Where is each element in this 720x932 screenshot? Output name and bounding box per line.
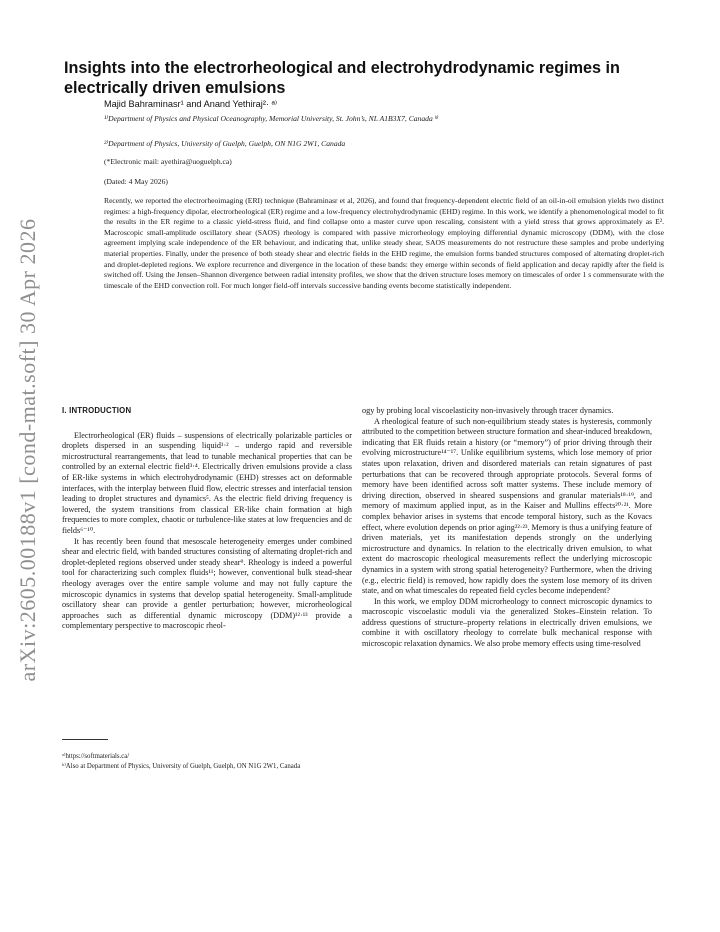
arxiv-stamp xyxy=(0,210,56,690)
affiliation-2: ²⁾Department of Physics, University of Guelph, Guelph, ON N1G 2W1, Canada xyxy=(104,139,346,148)
date-line: (Dated: 4 May 2026) xyxy=(104,177,168,186)
footnote-rule xyxy=(62,739,108,740)
section-heading: I. INTRODUCTION xyxy=(62,406,132,415)
body-paragraph: Electrorheological (ER) fluids – suspensions of electrically polarizable particles or droplets dispersed in an suspending liquid¹·² – undergo rapid and reversible microstructural rearrangements, that lead to tunable mechanical properties that can be controlled by an external electric field³·⁴. Electrically driven emulsions provide a class of ER-like systems in which electrohydrodynamic (EHD) stresses act on deformable interfaces, with the interplay between fluid flow, electric stresses and interfacial tension leading to droplet structures and dynamics⁵. As the electric field driving frequency is lowered, the system transitions from classical ER-like chain formation at high frequencies to more complex, chaotic or turbulence-like states at low frequencies and dc fields⁶⁻¹⁰. xyxy=(62,430,352,535)
footnote-b: ᵇ⁾Also at Department of Physics, University of Guelph, Guelph, ON N1G 2W1, Canada xyxy=(62,762,301,770)
footnotes xyxy=(62,752,354,771)
arxiv-id: arXiv:2605.00188v1 [cond-mat.soft] 30 Apr 2026 xyxy=(15,218,40,682)
body-paragraph: In this work, we employ DDM microrheology to connect microscopic dynamics to macroscopic viscoelastic moduli via the generalized Stokes–Einstein relation. To address questions of structure–property relations in electrically driven emulsions, we combine it with oscillatory rheology to correlate bulk mechanical response with microscopic relaxation dynamics. We also probe memory effects using time-resolved xyxy=(362,596,652,649)
left-column xyxy=(62,406,352,632)
body-paragraph: It has recently been found that mesoscale heterogeneity emerges under combined shear and electric field, with banded structures consisting of alternating droplet-rich and droplet-depleted regions observed under steady shear⁹. Rheology is indeed a powerful tool for characterizing such complex fluids¹¹; however, conventional bulk stead-shear rheology averages over the entire sample volume and may not fully capture the microscopic dynamics in systems that develop spatial heterogeneity. Small-amplitude oscillatory shear can provide a gentler perturbation; however, microrheological approaches such as differential dynamic microscopy (DDM)¹²·¹³ provide a complementary perspective to macroscopic rheol- xyxy=(62,536,352,631)
author-list: Majid Bahraminasr¹ and Anand Yethiraj²· ᵃ⁾ xyxy=(104,99,278,109)
body-paragraph: ogy by probing local viscoelasticity non-invasively through tracer dynamics. xyxy=(362,406,614,415)
footnote-a: ᵃ⁾https://softmaterials.ca/ xyxy=(62,753,130,760)
affiliation-1: ¹⁾Department of Physics and Physical Oceanography, Memorial University, St. John’s, NL A1B3X7, Canada ᵇ⁾ xyxy=(104,114,439,123)
right-column xyxy=(362,406,652,650)
email-note: (*Electronic mail: ayethira@uoguelph.ca) xyxy=(104,157,232,166)
abstract: Recently, we reported the electrorheoimaging (ERI) technique (Bahraminasr et al, 2026), and found that frequency-dependent electric field of an oil-in-oil emulsion yields two distinct regimes: a high-frequency dipolar, electrorheological (ER) regime and a low-frequency electrohydrodynamic (EHD) regime. In this work, we identify a phenomenological model to fit the results in the ER regime to a classic yield-stress fluid, and find collapse onto a master curve upon rescaling, consistent with a yield stress that grows approximately as E². Macroscopic small-amplitude oscillatory shear (SAOS) rheology is compared with passive microrheology employing differential dynamic microscopy (DDM), with the close agreement implying scale independence of the ER behaviour, and indicating that, unlike steady shear, SAOS measurements do not restructure these samples and probe underlying material properties. Finally, under the presence of both steady shear and electric fields in the EHD regime, the emulsion forms banded structures composed of alternating droplet-rich and droplet-depleted regions. We explore recurrence and divergence in the location of these bands: they emerge within seconds of field application and decay rapidly after the field is switched off. Using the Jensen–Shannon divergence between radial intensity profiles, we show that the driven structure loses memory on timescales of order 1 s commensurate with the timescale of the EHD convection roll. For much longer field-off intervals successive banding events become statistically independent. xyxy=(104,196,664,290)
paper-title: Insights into the electrorheological and electrohydrodynamic regimes in electrically driven emulsions xyxy=(64,59,620,97)
body-paragraph: A rheological feature of such non-equilibrium steady states is hysteresis, commonly attributed to the competition between structure formation and shear-induced breakdown, indicating that ER fluids retain a history (or “memory”) of prior driving through their evolving microstructure¹⁴⁻¹⁷. Unlike equilibrium systems, which lose memory of prior states upon relaxation, driven and disordered materials can retain signatures of past perturbations that can be recovered through appropriate protocols. Several forms of memory have been identified across soft matter systems. These include memory of driving direction, observed in sheared suspensions and granular materials¹⁸·¹⁹, and memory of maximum applied input, as in the Kaiser and Mullins effects²⁰·²¹. More complex behavior arises in systems that encode temporal history, such as the Kovacs effect, where evolution depends on prior aging²²·²³. Memory is thus a unifying feature of driven materials, yet its manifestation depends strongly on the underlying microstructure and dynamics. In relation to the electrically driven emulsion, to what extent do macroscopic rheological measurements reflect the underlying microscopic dynamics in a system with strong spatial heterogeneity? Furthermore, when the driving (e.g., electric field) is removed, how rapidly does the system lose memory of its driven state, and on what timescales do repeated field cycles become independent? xyxy=(362,416,653,596)
